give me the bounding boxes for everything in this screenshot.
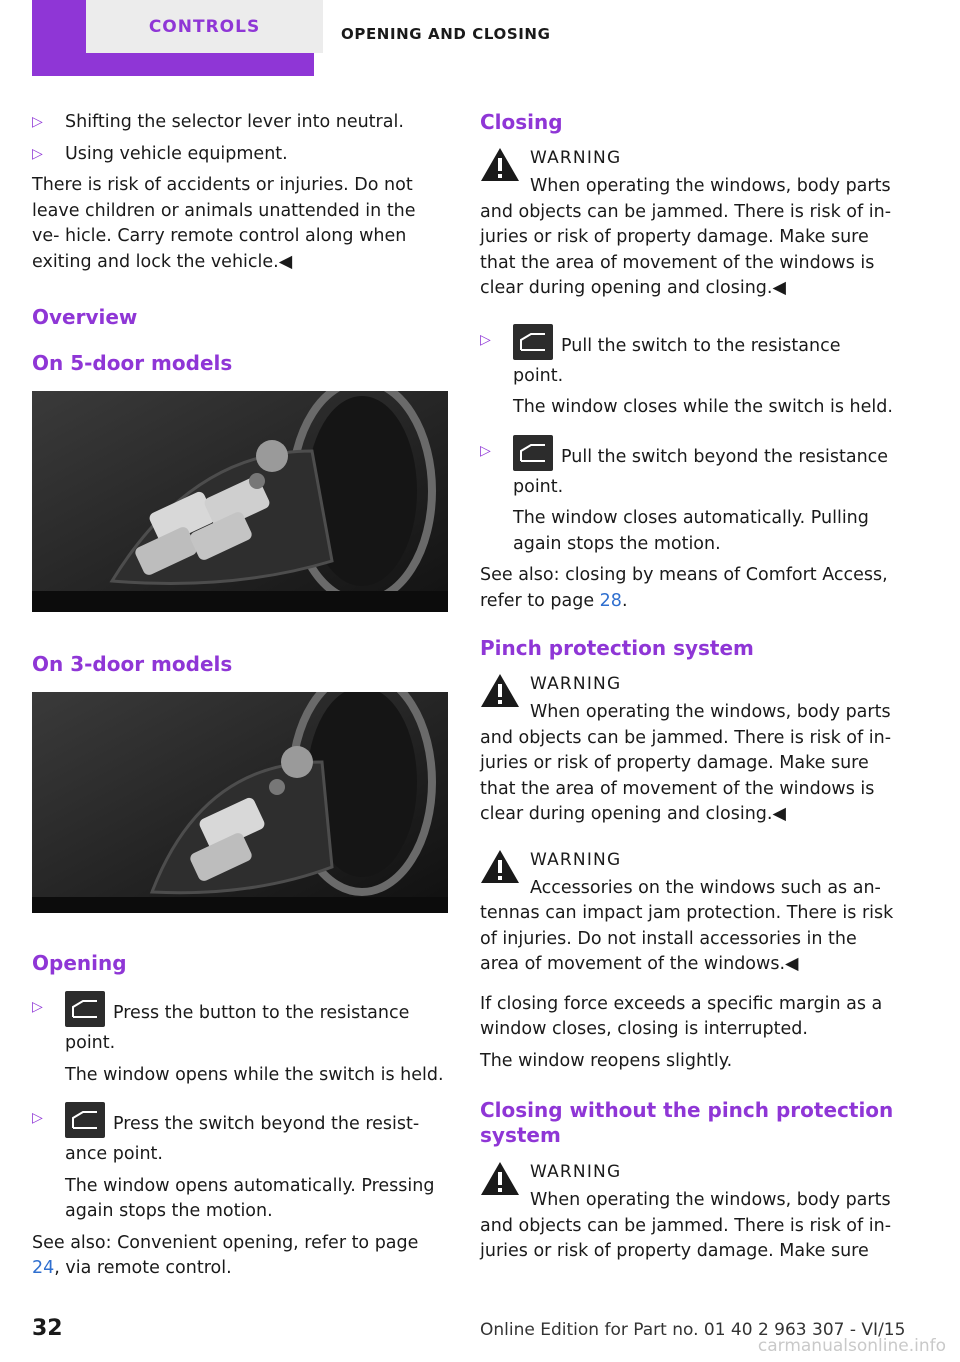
five-door-switch-photo [32,391,448,612]
overview-heading: Overview [32,305,138,329]
window-switch-icon [513,435,553,471]
comfort-access-paragraph: See also: closing by means of Comfort Access, refer to page 28. [480,565,888,611]
triangle-bullet-icon: ▷ [32,999,43,1015]
triangle-bullet-icon: ▷ [32,1110,43,1126]
see-also-paragraph: See also: Convenient opening, refer to page 24, via remote control. [32,1232,419,1278]
page-number: 32 [32,1316,63,1341]
page-link-28[interactable]: 28 [599,590,622,611]
warning-icon [480,848,530,888]
page-link-24[interactable]: 24 [32,1258,55,1278]
closing-step-2-detail: The window closes automatically. Pulling again stops the motion. [513,508,869,554]
opening-step-2-detail: The window opens automatically. Pressing again stops the motion. [65,1175,435,1221]
closing-step-1-detail: The window closes while the switch is held. [513,397,893,417]
list-item [32,995,448,1088]
window-switch-icon [513,324,553,360]
opening-step-1-detail: The window opens while the switch is held. [65,1064,444,1085]
window-switch-icon [65,1102,105,1138]
three-door-switch-photo [32,692,448,913]
triangle-bullet-icon: ▷ [480,331,491,348]
opening-step-2: Press the switch beyond the resist‐ ance point. [65,1114,420,1164]
closing-heading: Closing [480,110,563,134]
reopen-paragraph: The window reopens slightly. [480,1050,733,1071]
three-door-heading: On 3-door models [32,652,233,676]
warning-icon [480,1160,530,1200]
door-panel-image [32,692,448,913]
header-tab-label: CONTROLS [86,0,323,53]
header-tab [32,0,314,76]
risk-paragraph: There is risk of accidents or injuries. Do not leave children or animals unattended in the ve‐ hicle. Carry remote control along when exiting and lock the vehicle.◀ [32,175,416,272]
list-item: ▷ Shifting the selector lever into neutral. [32,110,448,136]
list-item [480,328,896,421]
closing-step-1: Pull the switch to the resistance point. [513,335,841,386]
opening-heading: Opening [32,951,127,975]
header-section-label: OPENING AND CLOSING [341,25,551,43]
list-item [32,1106,448,1225]
edition-footer: Online Edition for Part no. 01 40 2 963 307 - VI/15 [480,1320,906,1340]
opening-step-1: Press the button to the resistance point. [65,1003,410,1053]
closing-step-2: Pull the switch beyond the resistance point. [513,446,889,497]
list-item: ▷ Using vehicle equipment. [32,142,448,168]
door-panel-image [32,391,448,612]
triangle-bullet-icon: ▷ [480,442,491,459]
window-switch-icon [65,991,105,1027]
pinch-warning-2: WARNING Accessories on the windows such as an‐ tennas can impact jam protection. There is risk of injuries. Do not install accessories in the area of movement of the windows.◀ [480,849,894,974]
watermark: carmanualsonline.info [757,1336,946,1356]
pinch-warning-1: WARNING When operating the windows, body parts and objects can be jammed. There is risk of in‐ juries or risk of property damage. Make sure that the area of movement of the windows is clear during opening and closing.◀ [480,674,892,824]
right-column [480,110,896,1279]
force-paragraph: If closing force exceeds a specific margin as a window closes, closing is interrupted. [480,993,883,1039]
left-column [32,110,448,1288]
triangle-bullet-icon: ▷ [32,114,43,130]
pinch-protection-heading: Pinch protection system [480,636,754,660]
without-pinch-warning: WARNING When operating the windows, body parts and objects can be jammed. There is risk of in‐ juries or risk of property damage. Make sure [480,1162,892,1261]
closing-warning: WARNING When operating the windows, body parts and objects can be jammed. There is risk of in‐ juries or risk of property damage. Make sure that the area of movement of the windows is clear during opening and closing.◀ [480,148,892,298]
without-pinch-heading: Closing without the pinch protection system [480,1098,894,1147]
five-door-heading: On 5-door models [32,351,233,375]
list-item [480,439,896,558]
warning-icon [480,146,530,186]
triangle-bullet-icon: ▷ [32,145,43,162]
warning-icon [480,672,530,712]
